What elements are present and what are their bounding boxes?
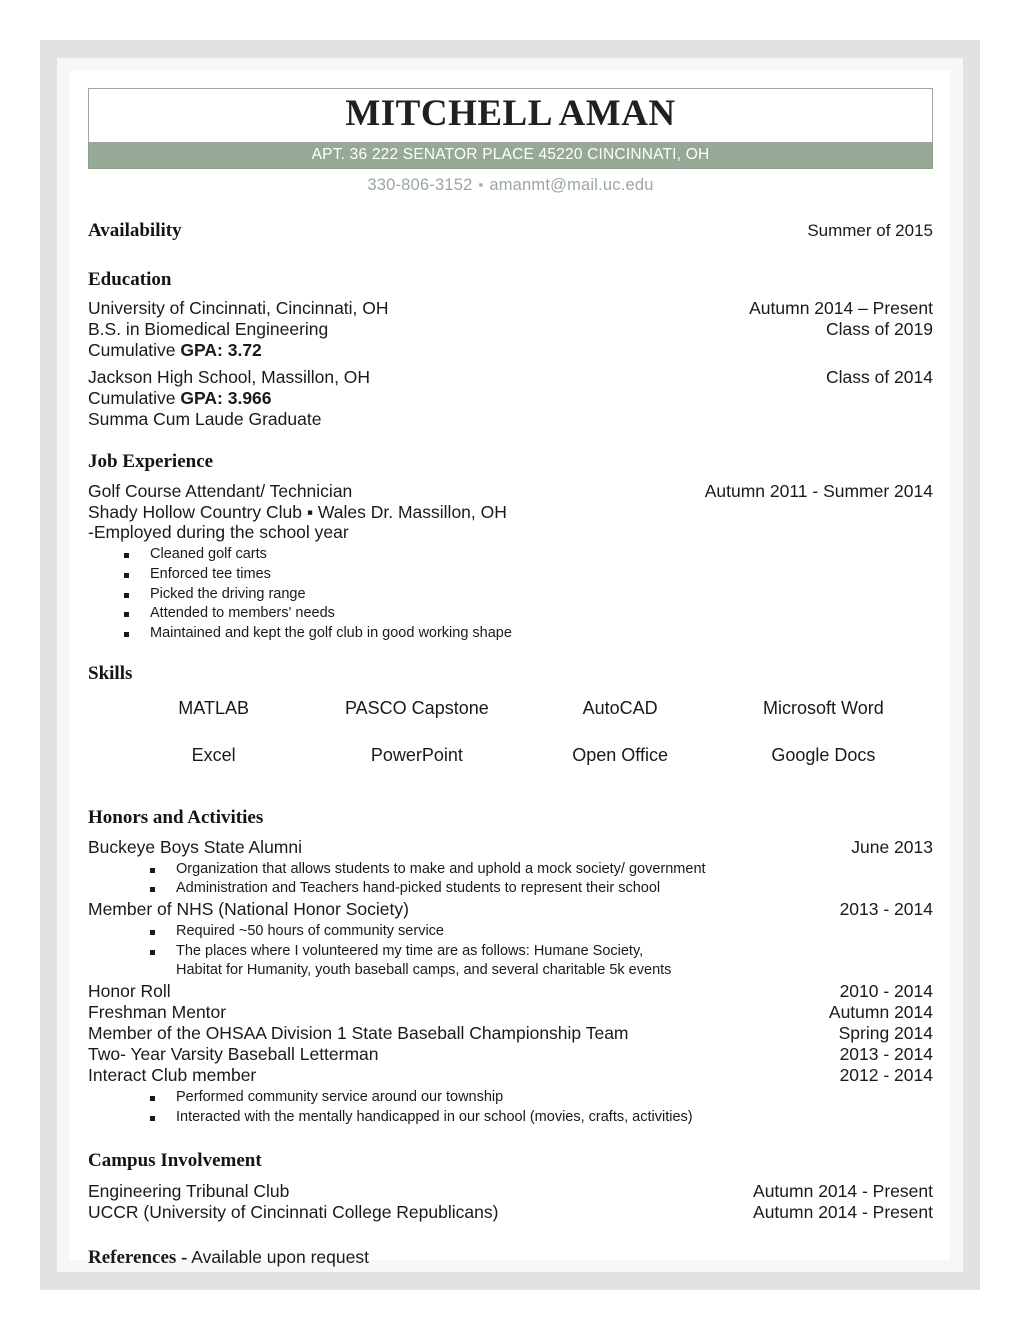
skill-item: Microsoft Word [763, 697, 884, 718]
section-availability [88, 219, 933, 243]
list-item: Picked the driving range [88, 585, 933, 605]
honor-entry [88, 899, 933, 981]
honor-date: Autumn 2014 [828, 1001, 933, 1022]
applicant-name: MITCHELL AMAN [345, 93, 676, 134]
campus-dates: Autumn 2014 - Present [753, 1181, 933, 1202]
resume-page [70, 70, 950, 1268]
availability-heading: Availability [88, 219, 182, 241]
campus-dates: Autumn 2014 - Present [753, 1201, 933, 1222]
references-heading: References - [88, 1246, 188, 1268]
education-class-year: Class of 2014 [825, 367, 933, 388]
honor-row [88, 1065, 933, 1086]
honor-entry [88, 837, 933, 900]
honor-date: 2013 - 2014 [839, 899, 933, 920]
honor-title: Freshman Mentor [88, 1001, 227, 1022]
section-education [88, 268, 933, 430]
section-honors-activities [88, 806, 933, 1128]
skill-item: PowerPoint [370, 744, 463, 765]
references-text: Available upon request [187, 1246, 369, 1267]
contact-line [88, 169, 933, 195]
skill-item: Google Docs [771, 744, 876, 765]
list-item: Cleaned golf carts [88, 545, 933, 565]
availability-row [88, 219, 933, 243]
phone-number: 330-806-3152 [367, 175, 473, 194]
job-title: Golf Course Attendant/ Technician [88, 480, 353, 501]
honor-date: June 2013 [851, 836, 933, 857]
gpa-value: GPA: 3.72 [180, 339, 262, 360]
list-item: Attended to members' needs [88, 604, 933, 624]
honors-heading: Honors and Activities [88, 806, 264, 828]
honor-row [88, 1002, 933, 1023]
list-item: Maintained and kept the golf club in good working shape [88, 624, 933, 644]
list-item-text: The places where I volunteered my time are as follows: Humane Society, [176, 943, 644, 960]
education-entry [88, 298, 933, 360]
resume-content [88, 88, 933, 1269]
education-heading: Education [88, 268, 172, 290]
honor-title: Buckeye Boys State Alumni [88, 836, 302, 857]
education-dates: Autumn 2014 – Present [749, 298, 933, 319]
skill-item: MATLAB [178, 697, 249, 718]
honor-date: 2010 - 2014 [839, 980, 933, 1001]
email-address: amanmt@mail.uc.edu [489, 175, 654, 194]
honor-date: 2012 - 2014 [839, 1064, 933, 1085]
education-institution: University of Cincinnati, Cincinnati, OH [88, 298, 389, 319]
section-references [88, 1247, 933, 1269]
honor-title: Member of NHS (National Honor Society) [88, 899, 409, 920]
education-row [88, 367, 933, 388]
skill-item: Excel [191, 744, 236, 765]
gpa-label: Cumulative [88, 387, 181, 408]
campus-organization: UCCR (University of Cincinnati College Republicans) [88, 1201, 499, 1222]
gpa-value: GPA: 3.966 [180, 387, 272, 408]
skill-item: AutoCAD [582, 697, 658, 718]
section-job-experience [88, 450, 933, 644]
honor-date: Spring 2014 [838, 1022, 933, 1043]
skills-heading: Skills [88, 663, 133, 685]
honor-row [88, 1023, 933, 1044]
honors-list [88, 837, 933, 1128]
list-item: Enforced tee times [88, 565, 933, 585]
skills-grid [88, 698, 933, 766]
campus-organization: Engineering Tribunal Club [88, 1181, 290, 1202]
section-skills [88, 662, 933, 766]
campus-row [88, 1181, 933, 1202]
address-bar: APT. 36 222 SENATOR PLACE 45220 CINCINNATI, OH [88, 143, 933, 169]
education-row [88, 319, 933, 340]
honor-title: Two- Year Varsity Baseball Letterman [88, 1043, 379, 1064]
honor-entry [88, 1065, 933, 1128]
honor-row [88, 1044, 933, 1065]
job-note: -Employed during the school year [88, 522, 349, 543]
job-entry [88, 481, 933, 644]
honor-bullet-list [88, 860, 933, 900]
education-row [88, 298, 933, 319]
campus-row [88, 1202, 933, 1223]
section-campus-involvement [88, 1149, 933, 1222]
gpa-label: Cumulative [88, 339, 181, 360]
job-title-row [88, 481, 933, 502]
job-dates: Autumn 2011 - Summer 2014 [704, 480, 933, 501]
job-employer: Shady Hollow Country Club ▪ Wales Dr. Massillon, OH [88, 501, 507, 522]
honor-title: Honor Roll [88, 980, 171, 1001]
honor-row [88, 899, 933, 920]
education-gpa-line [88, 340, 933, 361]
job-experience-heading: Job Experience [88, 451, 214, 473]
education-gpa-line [88, 388, 933, 409]
honor-bullet-list [88, 922, 933, 981]
education-class-year: Class of 2019 [825, 318, 933, 339]
contact-separator-icon: ▪ [478, 176, 484, 192]
education-degree: B.S. in Biomedical Engineering [88, 318, 329, 339]
list-item: Administration and Teachers hand-picked students to represent their school [88, 879, 933, 899]
skill-item: Open Office [572, 744, 668, 765]
education-entry [88, 367, 933, 429]
education-institution: Jackson High School, Massillon, OH [88, 367, 371, 388]
list-item-continuation: Habitat for Humanity, youth baseball camps, and several charitable 5k events [176, 961, 672, 978]
list-item: Organization that allows students to make and uphold a mock society/ government [88, 860, 933, 880]
name-header-box [88, 88, 933, 143]
education-honor: Summa Cum Laude Graduate [88, 408, 322, 429]
campus-list [88, 1181, 933, 1222]
list-item: Performed community service around our township [88, 1088, 933, 1108]
job-bullet-list [88, 545, 933, 644]
list-item [88, 942, 933, 981]
campus-heading: Campus Involvement [88, 1150, 262, 1172]
availability-value: Summer of 2015 [807, 220, 933, 240]
honor-row [88, 837, 933, 858]
honor-bullet-list [88, 1088, 933, 1128]
honor-title: Member of the OHSAA Division 1 State Baseball Championship Team [88, 1022, 629, 1043]
honor-row [88, 981, 933, 1002]
list-item: Interacted with the mentally handicapped in our school (movies, crafts, activities) [88, 1108, 933, 1128]
honor-date: 2013 - 2014 [839, 1043, 933, 1064]
skill-item: PASCO Capstone [345, 697, 489, 718]
list-item: Required ~50 hours of community service [88, 922, 933, 942]
honor-title: Interact Club member [88, 1064, 257, 1085]
